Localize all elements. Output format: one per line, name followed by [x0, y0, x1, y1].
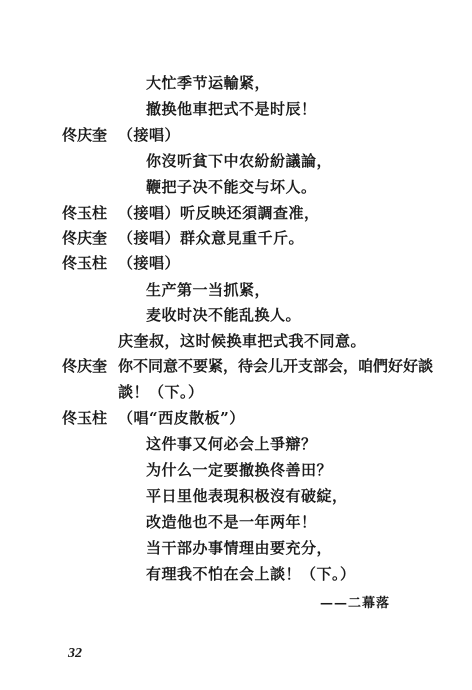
verse-line: 为什么一定要撤换佟善田？: [146, 461, 333, 479]
verse-line: 你沒听貧下中农紛紛議論，: [146, 152, 333, 170]
dialogue-line: （接唱）听反映还須調查准，: [118, 204, 320, 222]
verse-line: 平日里他表現积极沒有破綻，: [146, 487, 348, 505]
verse-line: 改造他也不是一年两年！: [146, 513, 317, 531]
verse-line: 当干部办事情理由要充分，: [146, 539, 333, 557]
curtain-note: ——二幕落: [320, 596, 391, 611]
verse-line: 鞭把子决不能交与坏人。: [146, 178, 317, 196]
speaker-name: 佟玉柱: [62, 409, 108, 427]
verse-line: 麦收时决不能乱换人。: [146, 306, 302, 324]
page-number: 32: [68, 646, 82, 661]
dialogue-line: 談！（下。）: [118, 383, 204, 401]
dialogue-line: （接唱）群众意見重千斤。: [118, 229, 305, 247]
dialogue-line: 庆奎叔，这时候换車把式我不同意。: [118, 332, 367, 350]
verse-line: 这件事又何必会上爭辯？: [146, 435, 317, 453]
speaker-name: 佟玉柱: [62, 254, 108, 272]
dialogue-line: 你不同意不要紧，待会儿开支部会，咱們好好談: [118, 357, 434, 375]
verse-line: 有理我不怕在会上談！（下。）: [146, 565, 356, 583]
stage-direction: （接唱）: [118, 254, 181, 272]
stage-direction: （唱“西皮散板”）: [118, 409, 245, 427]
speaker-name: 佟庆奎: [62, 229, 108, 247]
stage-direction: （接唱）: [118, 126, 181, 144]
verse-line: 生产第一当抓紧，: [146, 281, 271, 299]
speaker-name: 佟庆奎: [62, 357, 108, 375]
speaker-name: 佟庆奎: [62, 126, 108, 144]
speaker-name: 佟玉柱: [62, 204, 108, 222]
verse-line: 撤换他車把式不是时辰！: [146, 100, 317, 118]
verse-line: 大忙季节运輸紧，: [146, 74, 271, 92]
